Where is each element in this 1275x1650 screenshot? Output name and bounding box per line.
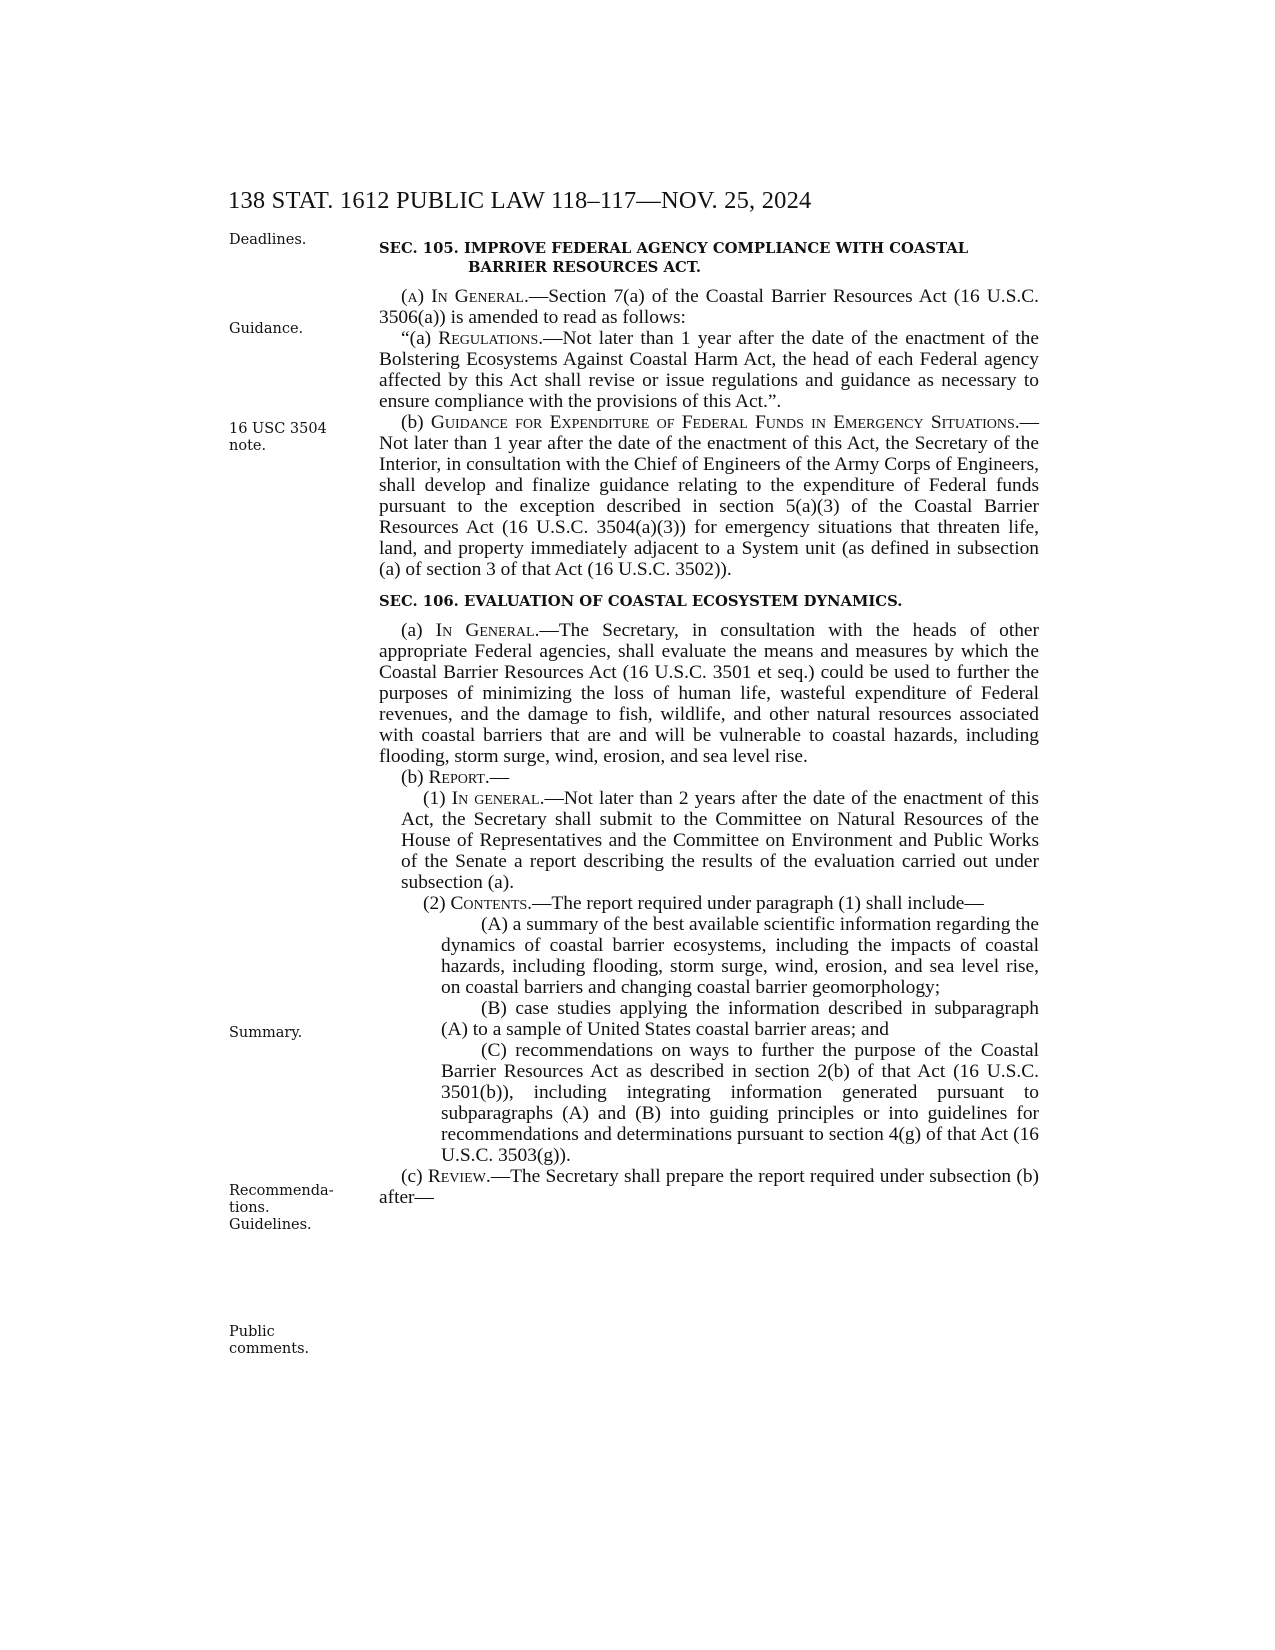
subsection-a-lead: (a) In General. [401, 286, 529, 307]
subsection-b-text: —Not later than 1 year after the date of the enactment of this Act, the Secretary of the Interior, in consultation with the Chief of Engineers of the Army Corps of Engineers, shall develop and finalize guidance relating to the expenditure of Federal funds pursuant to the exception described in section 5(a)(3) of the Coastal Barrier Resources Act (16 U.S.C. 3504(a)(3)) for emergency situations that threaten life, land, and property immediately adjacent to a System unit (as defined in subsection (a) of section 3 of that Act (16 U.S.C. 3502)). [379, 412, 1039, 580]
statute-citation: 138 STAT. 1612 [228, 187, 390, 214]
regulations-open: “(a) [401, 328, 439, 349]
subsection-b-open: (b) [401, 412, 431, 433]
section-106-subsection-a [379, 620, 1039, 767]
margin-note-public-comments: Public comments. [229, 1324, 310, 1357]
margin-note-recommendations-line2: tions. [229, 1200, 270, 1216]
s106-c-lead: Review. [427, 1166, 491, 1187]
section-106-subparagraph-A: (A) a summary of the best available scientific information regarding the dynamics of coastal barrier ecosystems, including the impacts of coastal hazards, including flooding, storm surge, wind, erosion, and sea level rise, on coastal barriers and changing coastal barrier geomorphology; [441, 914, 1039, 998]
margin-note-recommendations [229, 1183, 359, 1234]
margin-note-guidance: Guidance. [229, 321, 304, 337]
s106-a-open: (a) [401, 620, 436, 641]
s106-b2-open: (2) [423, 893, 451, 914]
s106-a-lead: In General. [435, 620, 540, 641]
s106-a-text: —The Secretary, in consultation with the heads of other appropriate Federal agencies, shall evaluate the means and measures by which the Coastal Barrier Resources Act (16 U.S.C. 3501 et seq.) could be used to further the purposes of minimizing the loss of human life, wasteful expenditure of Federal revenues, and the damage to fish, wildlife, and other natural resources associated with coastal barriers that are and will be vulnerable to coastal hazards, including flooding, storm surge, wind, erosion, and sea level rise. [379, 620, 1039, 767]
s106-c-open: (c) [401, 1166, 428, 1187]
section-105-regulations [379, 328, 1039, 412]
margin-note-usc-line1: 16 USC 3504 [229, 421, 327, 437]
section-105-subsection-b [379, 412, 1039, 580]
s106-b-text: — [489, 767, 510, 788]
s106-b2-lead: Contents. [450, 893, 533, 914]
margin-note-deadlines: Deadlines. [229, 232, 307, 248]
section-105-heading [379, 239, 1039, 277]
margin-note-usc-line2: note. [229, 438, 267, 454]
margin-note-summary: Summary. [229, 1025, 303, 1041]
section-105-heading-line2: BARRIER RESOURCES ACT. [468, 259, 701, 276]
s106-b1-text: —Not later than 2 years after the date of the enactment of this Act, the Secretary shall submit to the Committee on Natural Resources of the House of Representatives and the Committee on Environment and Public Works of the Senate a report describing the results of the evaluation carried out under subsection (a). [401, 788, 1039, 893]
document-body [379, 239, 1039, 1208]
section-106-subsection-c [379, 1166, 1039, 1208]
s106-b1-lead: In general. [451, 788, 545, 809]
s106-b2-text: —The report required under paragraph (1) shall include— [532, 893, 984, 914]
regulations-lead: Regulations. [438, 328, 544, 349]
section-106-paragraph-2 [379, 893, 1039, 914]
margin-note-usc [229, 421, 359, 455]
section-105-heading-line1: SEC. 105. IMPROVE FEDERAL AGENCY COMPLIANCE WITH COASTAL [379, 240, 969, 257]
section-106-subparagraph-B: (B) case studies applying the information described in subparagraph (A) to a sample of United States coastal barrier areas; and [441, 998, 1039, 1040]
s106-c-text: —The Secretary shall prepare the report required under subsection (b) after— [379, 1166, 1039, 1208]
page-header [228, 187, 1038, 221]
section-106-subparagraph-C: (C) recommendations on ways to further the purpose of the Coastal Barrier Resources Act as described in section 2(b) of that Act (16 U.S.C. 3501(b)), including integrating information generated pursuant to subparagraphs (A) and (B) into guiding principles or into guidelines for recommendations and determinations pursuant to section 4(g) of that Act (16 U.S.C. 3503(g)). [441, 1040, 1039, 1166]
subsection-b-lead: Guidance for Expenditure of Federal Funds in Emergency Situations. [430, 412, 1020, 433]
public-law-title: PUBLIC LAW 118–117—NOV. 25, 2024 [396, 187, 812, 214]
subsection-a-text: —Section 7(a) of the Coastal Barrier Resources Act (16 U.S.C. 3506(a)) is amended to read as follows: [379, 286, 1039, 328]
section-105-subsection-a [379, 286, 1039, 328]
s106-b-lead: Report. [428, 767, 490, 788]
section-106-subsection-b [379, 767, 1039, 788]
margin-note-guidelines: Guidelines. [229, 1217, 312, 1233]
section-106-heading: SEC. 106. EVALUATION OF COASTAL ECOSYSTEM DYNAMICS. [379, 593, 903, 610]
s106-b-open: (b) [401, 767, 429, 788]
s106-b1-open: (1) [423, 788, 452, 809]
section-106-paragraph-1 [379, 788, 1039, 893]
margin-note-recommendations-line1: Recommenda- [229, 1183, 334, 1199]
regulations-text: —Not later than 1 year after the date of the enactment of the Bolstering Ecosystems Against Coastal Harm Act, the head of each Federal agency affected by this Act shall revise or issue regulations and guidance as necessary to ensure compliance with the provisions of this Act.”. [379, 328, 1039, 412]
